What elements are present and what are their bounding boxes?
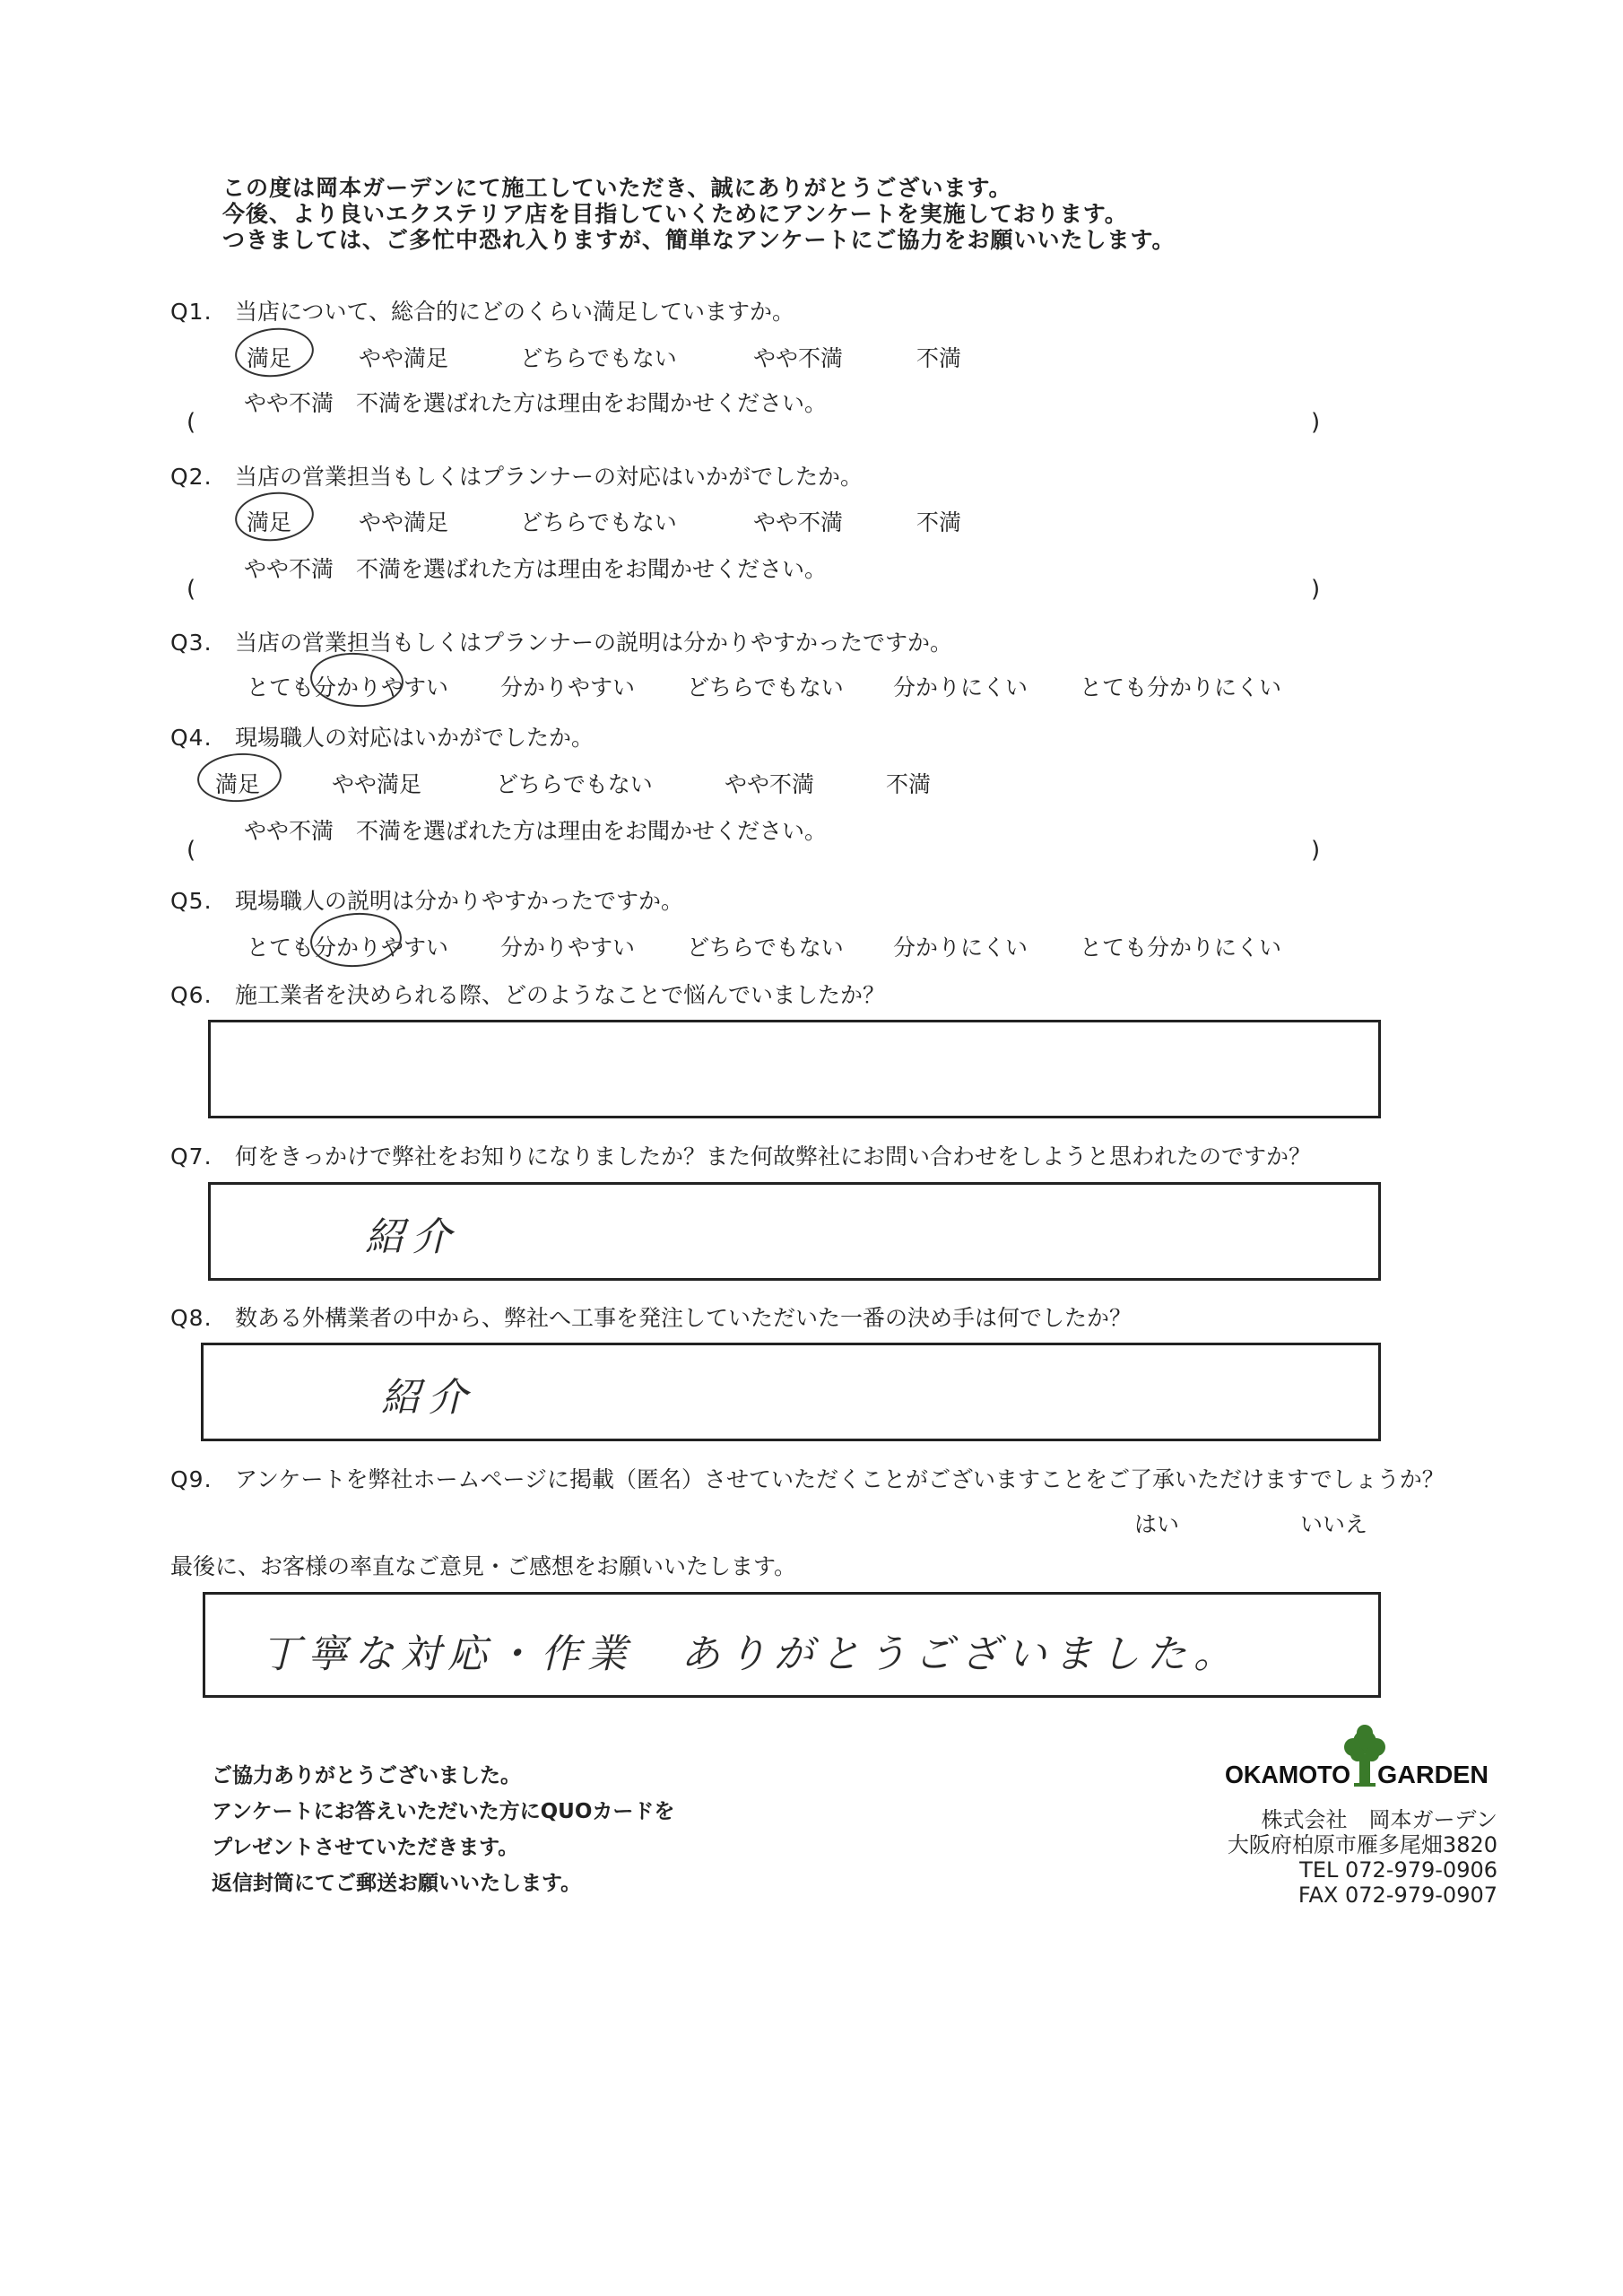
q5-option-unclear[interactable]: 分かりにくい bbox=[893, 935, 1028, 961]
q4-option-somewhat-dissatisfied[interactable]: やや不満 bbox=[725, 771, 815, 797]
question-6-text: 施工業者を決められる際、どのようなことで悩んでいましたか？ bbox=[235, 982, 886, 1008]
intro-text bbox=[222, 175, 1176, 253]
question-8-number: Q8. bbox=[170, 1305, 213, 1331]
q9-option-yes[interactable]: はい bbox=[1134, 1511, 1180, 1537]
q4-selection-circle bbox=[195, 751, 283, 804]
closing-line-1: ご協力ありがとうございました。 bbox=[212, 1764, 521, 1787]
question-7-text: 何をきっかけで弊社をお知りになりましたか？また何故弊社にお問い合わせをしようと思われたのですか？ bbox=[235, 1144, 1312, 1170]
closing-line-3: プレゼントさせていただきます。 bbox=[212, 1836, 519, 1859]
question-4-number: Q4. bbox=[170, 725, 213, 751]
company-address: 大阪府柏原市雁多尾畑3820 bbox=[1227, 1832, 1497, 1857]
svg-text:GARDEN: GARDEN bbox=[1377, 1761, 1488, 1788]
q1-option-satisfied[interactable]: 満足 bbox=[247, 345, 292, 371]
company-name: 株式会社 岡本ガーデン bbox=[1261, 1807, 1497, 1832]
q1-option-dissatisfied[interactable]: 不満 bbox=[916, 345, 962, 371]
q1-option-neutral[interactable]: どちらでもない bbox=[520, 345, 677, 371]
question-3-text: 当店の営業担当もしくはプランナーの説明は分かりやすかったですか。 bbox=[235, 630, 953, 656]
q3-option-very-unclear[interactable]: とても分かりにくい bbox=[1080, 674, 1282, 700]
q1-reason-close-paren: ) bbox=[1311, 409, 1321, 436]
q3-option-unclear[interactable]: 分かりにくい bbox=[893, 674, 1028, 700]
q9-option-no[interactable]: いいえ bbox=[1300, 1511, 1368, 1537]
q3-option-clear[interactable]: 分かりやすい bbox=[500, 674, 636, 700]
q3-option-neutral[interactable]: どちらでもない bbox=[687, 674, 844, 700]
q2-reason-close-paren: ) bbox=[1311, 576, 1321, 603]
question-8 bbox=[170, 1300, 1132, 1333]
question-4 bbox=[170, 720, 594, 752]
q5-option-clear[interactable]: 分かりやすい bbox=[500, 935, 636, 961]
question-1-number: Q1. bbox=[170, 299, 213, 325]
q4-reason-prompt: やや不満 不満を選ばれた方は理由をお聞かせください。 bbox=[244, 818, 828, 844]
question-9-number: Q9. bbox=[170, 1466, 213, 1492]
company-fax: FAX 072-979-0907 bbox=[1298, 1883, 1497, 1908]
q5-option-neutral[interactable]: どちらでもない bbox=[687, 935, 844, 961]
q2-reason-prompt: やや不満 不満を選ばれた方は理由をお聞かせください。 bbox=[244, 556, 828, 582]
q3-option-very-clear[interactable]: とても分かりやすい bbox=[247, 674, 449, 700]
q4-reason-open-paren: ( bbox=[187, 837, 196, 864]
question-2 bbox=[170, 459, 863, 491]
q2-option-neutral[interactable]: どちらでもない bbox=[520, 509, 677, 535]
question-5-text: 現場職人の説明は分かりやすかったですか。 bbox=[235, 888, 684, 914]
svg-text:OKAMOTO: OKAMOTO bbox=[1225, 1761, 1350, 1788]
question-9 bbox=[170, 1462, 1445, 1494]
final-comments-answer: 丁寧な対応・作業 ありがとうございました。 bbox=[261, 1631, 1240, 1677]
question-6-number: Q6. bbox=[170, 982, 213, 1008]
intro-line-3: つきましては、ご多忙中恐れ入りますが、簡単なアンケートにご協力をお願いいたします。 bbox=[222, 227, 1176, 253]
q2-option-somewhat-satisfied[interactable]: やや満足 bbox=[359, 509, 449, 535]
closing-line-2: アンケートにお答えいただいた方にQUOカードを bbox=[212, 1800, 675, 1823]
question-3-number: Q3. bbox=[170, 630, 213, 656]
q4-option-satisfied[interactable]: 満足 bbox=[215, 771, 261, 797]
intro-line-2: 今後、より良いエクステリア店を目指していくためにアンケートを実施しております。 bbox=[222, 201, 1128, 227]
q1-option-somewhat-dissatisfied[interactable]: やや不満 bbox=[753, 345, 844, 371]
q4-option-dissatisfied[interactable]: 不満 bbox=[886, 771, 932, 797]
q4-option-neutral[interactable]: どちらでもない bbox=[496, 771, 653, 797]
question-5-number: Q5. bbox=[170, 888, 213, 914]
question-1 bbox=[170, 294, 794, 326]
q2-reason-open-paren: ( bbox=[187, 576, 196, 603]
question-9-text: アンケートを弊社ホームページに掲載（匿名）させていただくことがございますことをご了承いただけますでしょうか？ bbox=[235, 1466, 1445, 1492]
question-3 bbox=[170, 625, 952, 657]
question-7-number: Q7. bbox=[170, 1144, 213, 1170]
final-comments-prompt: 最後に、お客様の率直なご意見・ご感想をお願いいたします。 bbox=[170, 1553, 797, 1579]
question-2-number: Q2. bbox=[170, 464, 213, 490]
q1-reason-prompt: やや不満 不満を選ばれた方は理由をお聞かせください。 bbox=[244, 390, 828, 416]
question-2-text: 当店の営業担当もしくはプランナーの対応はいかがでしたか。 bbox=[235, 464, 864, 490]
question-8-text: 数ある外構業者の中から、弊社へ工事を発注していただいた一番の決め手は何でしたか？ bbox=[235, 1305, 1133, 1331]
company-info bbox=[1211, 1807, 1497, 1908]
q8-answer-box[interactable] bbox=[201, 1343, 1381, 1441]
question-7 bbox=[170, 1139, 1311, 1171]
q1-selection-circle bbox=[232, 325, 316, 381]
question-6 bbox=[170, 978, 885, 1010]
q8-answer: 紹介 bbox=[381, 1375, 474, 1421]
okamoto-garden-logo bbox=[1223, 1722, 1492, 1794]
q1-reason-open-paren: ( bbox=[187, 409, 196, 436]
intro-line-1: この度は岡本ガーデンにて施工していただき、誠にありがとうございます。 bbox=[222, 175, 1012, 201]
q7-answer: 紹介 bbox=[365, 1214, 458, 1260]
q2-option-somewhat-dissatisfied[interactable]: やや不満 bbox=[753, 509, 844, 535]
closing-line-4: 返信封筒にてご郵送お願いいたします。 bbox=[212, 1872, 582, 1895]
q7-answer-box[interactable] bbox=[208, 1182, 1381, 1281]
question-5 bbox=[170, 883, 683, 916]
q1-option-somewhat-satisfied[interactable]: やや満足 bbox=[359, 345, 449, 371]
q2-option-dissatisfied[interactable]: 不満 bbox=[916, 509, 962, 535]
q5-option-very-unclear[interactable]: とても分かりにくい bbox=[1080, 935, 1282, 961]
q4-reason-close-paren: ) bbox=[1311, 837, 1321, 864]
q2-selection-circle bbox=[232, 489, 316, 545]
final-comments-box[interactable] bbox=[203, 1592, 1381, 1698]
question-1-text: 当店について、総合的にどのくらい満足していますか。 bbox=[235, 299, 795, 325]
company-tel: TEL 072-979-0906 bbox=[1299, 1857, 1497, 1883]
closing-message bbox=[212, 1758, 674, 1901]
q5-option-very-clear[interactable]: とても分かりやすい bbox=[247, 935, 449, 961]
q6-answer-box[interactable] bbox=[208, 1020, 1381, 1118]
question-4-text: 現場職人の対応はいかがでしたか。 bbox=[235, 725, 595, 751]
q2-option-satisfied[interactable]: 満足 bbox=[247, 509, 292, 535]
q4-option-somewhat-satisfied[interactable]: やや満足 bbox=[332, 771, 422, 797]
